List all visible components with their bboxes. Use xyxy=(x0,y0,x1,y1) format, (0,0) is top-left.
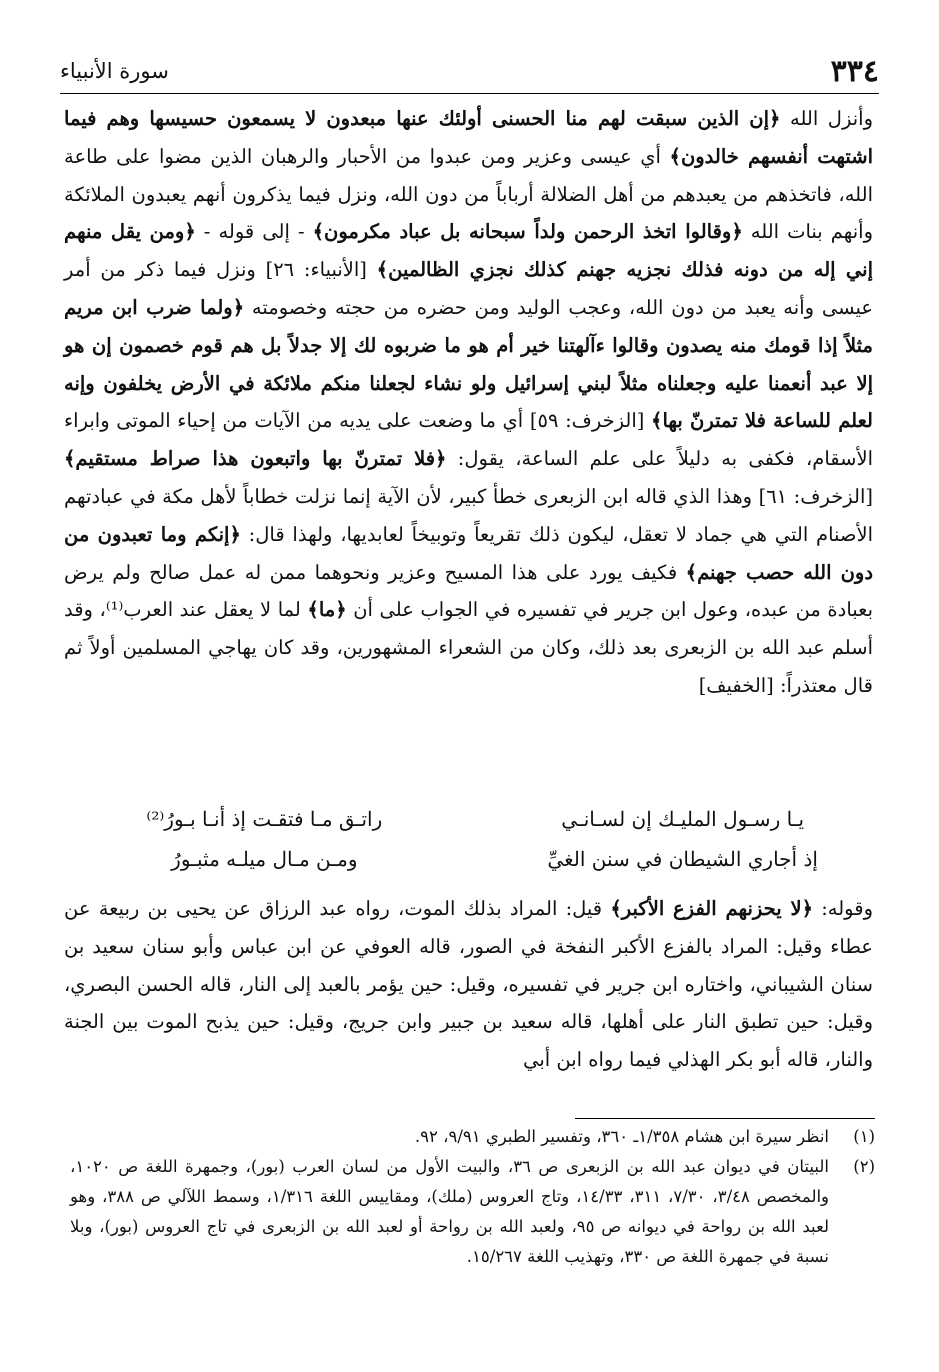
verse-1 xyxy=(100,799,847,839)
quran-quote: ﴿فلا تمترنّ بها واتبعون هذا صراط مستقيم﴾ xyxy=(64,447,447,471)
main-text xyxy=(64,100,873,705)
text-run: وأنزل الله xyxy=(780,107,873,130)
text-run: [الزخرف: ٦١] وهذا الذي قاله ابن الزبعرى خطأ كبير، لأن الآية إنما نزلت خطاباً لأهل مكة في عبادتهم الأصنام التي هي جماد لا تعقل، ليكون ذلك تقريعاً وتوبيخاً لعابديها، ولهذا قال: xyxy=(64,484,873,546)
main-text-continued xyxy=(64,890,873,1079)
verse-2 xyxy=(100,839,847,879)
quran-quote: ﴿ما﴾ xyxy=(307,598,347,622)
quran-quote: ﴿وقالوا اتخذ الرحمن ولداً سبحانه بل عباد مكرمون﴾ xyxy=(312,220,743,244)
text-run: لما لا يعقل عند العرب⁽¹⁾، وقد أسلم عبد الله بن الزبعرى بعد ذلك، وكان من الشعراء المشهورين، وقد كان يهاجي المسلمين أولاً ثم قال معتذراً: [الخفيف] xyxy=(64,598,873,697)
verse-1-first-hemistich: يـا رسـول المليـك إن لسـانـي xyxy=(561,807,805,831)
poetry-block xyxy=(100,799,847,879)
page-number: ٣٣٤ xyxy=(830,54,879,89)
quran-quote: ﴿ولما ضرب ابن مريم مثلاً إذا قومك منه يصدون وقالوا ءآلهتنا خير أم هو ما ضربوه لك إلا جدلاً بل هم قوم خصمون إن هو إلا عبد أنعمنا عليه وجعلناه مثلاً لبني إسرائيل ولو نشاء لجعلنا منكم ملائكة في الأرض يخلفون وإنه لعلم للساعة فلا تمترنّ بها﴾ xyxy=(64,295,873,433)
quran-quote: ﴿ومن يقل منهم إني إله من دونه فذلك نجزيه جهنم كذلك نجزي الظالمين﴾ xyxy=(64,220,874,282)
verse-1-second-hemistich: راتـق مـا فتقـت إذ أنـا بـورُ⁽²⁾ xyxy=(146,807,383,831)
surah-title: سورة الأنبياء xyxy=(60,59,169,83)
footnote-divider xyxy=(575,1118,875,1119)
footnote-text: البيتان في ديوان عبد الله بن الزبعرى ص ٣٦، والبيت الأول من لسان العرب (بور)، وجمهرة اللغة ص ١٠٢٠، والمخصص ٣/٤٨، ٧/٣٠، ٣١١، ١٤/٣٣، وتاج العروس (ملك)، ومقاييس اللغة ١/٣١٦، وسمط اللآلي ص ٣٨٨، وهو لعبد الله بن رواحة في ديوانه ص ٩٥، ولعبد الله بن رواحة أو لعبد الله بن الزبعرى في تاج العروس (بور)، وبلا نسبة في جمهرة اللغة ص ٣٣٠، وتهذيب اللغة ١٥/٢٦٧. xyxy=(70,1157,830,1266)
header-divider xyxy=(60,93,879,94)
verse-2-first-hemistich: إذ أجاري الشيطان في سنن الغيِّ xyxy=(547,847,818,871)
footnote-text: انظر سيرة ابن هشام ١/٣٥٨ـ ٣٦٠، وتفسير الطبري ٩/٩١، ٩٢. xyxy=(414,1127,829,1146)
footnote-number: (١) xyxy=(853,1127,875,1146)
verse-2-second-hemistich: ومـن مـال ميلـه مثبـورُ xyxy=(171,847,358,871)
text-run: وقوله: xyxy=(813,897,873,920)
text-run: [الزخرف: ٥٩] أي ما وضعت على يديه من الآيات من إحياء الموتى وابراء الأسقام، فكفى به دليلاً على علم الساعة، يقول: xyxy=(64,409,873,471)
paragraph-1 xyxy=(64,100,873,705)
quran-quote: ﴿لا يحزنهم الفزع الأكبر﴾ xyxy=(610,897,813,920)
text-run: فكيف يورد على هذا المسيح وعزير ونحوهما ممن له عمل صالح ولم يرض بعبادة من عبده، وعول ابن جرير في تفسيره في الجواب على أن xyxy=(64,560,873,622)
text-run: قيل: المراد بذلك الموت، رواه عبد الرزاق عن يحيى بن ربيعة عن عطاء وقيل: المراد بالفزع الأكبر النفخة في الصور، قاله العوفي عن ابن عباس وأبو سنان سعيد بن سنان الشيباني، واختاره ابن جرير في تفسيره، وقيل: حين يؤمر بالعبد إلى النار، قاله الحسن البصري، وقيل: حين تطبق النار على أهلها، قاله سعيد بن جبير وابن جريج، وقيل: حين يذبح الموت بين الجنة والنار، قاله أبو بكر الهذلي فيما رواه ابن أبي xyxy=(64,897,873,1072)
quran-quote: ﴿إن الذين سبقت لهم منا الحسنى أولئك عنها مبعدون لا يسمعون حسيسها وهم فيما اشتهت أنفسهم خالدون﴾ xyxy=(64,107,873,168)
text-run: أي عيسى وعزير ومن عبدوا من الأحبار والرهبان الذين مضوا على طاعة الله، فاتخذهم من يعبدهم من أهل الضلالة أرباباً من دون الله، ونزل فيما يذكرون أنهم يعبدون الملائكة وأنهم بنات الله xyxy=(64,144,873,244)
footnote-2 xyxy=(70,1152,875,1272)
footnote-number: (٢) xyxy=(853,1157,875,1176)
footnotes xyxy=(70,1122,875,1272)
footnote-1 xyxy=(70,1122,875,1152)
text-run: - إلى قوله - xyxy=(195,220,313,244)
page-header xyxy=(60,52,879,92)
text-run: [الأنبياء: ٢٦] ونزل فيما ذكر من أمر عيسى وأنه يعبد من دون الله، وعجب الوليد ومن حضره من حجته وخصومته xyxy=(64,258,873,319)
paragraph-2 xyxy=(64,890,873,1079)
quran-quote: ﴿إنكم وما تعبدون من دون الله حصب جهنم﴾ xyxy=(64,522,874,584)
